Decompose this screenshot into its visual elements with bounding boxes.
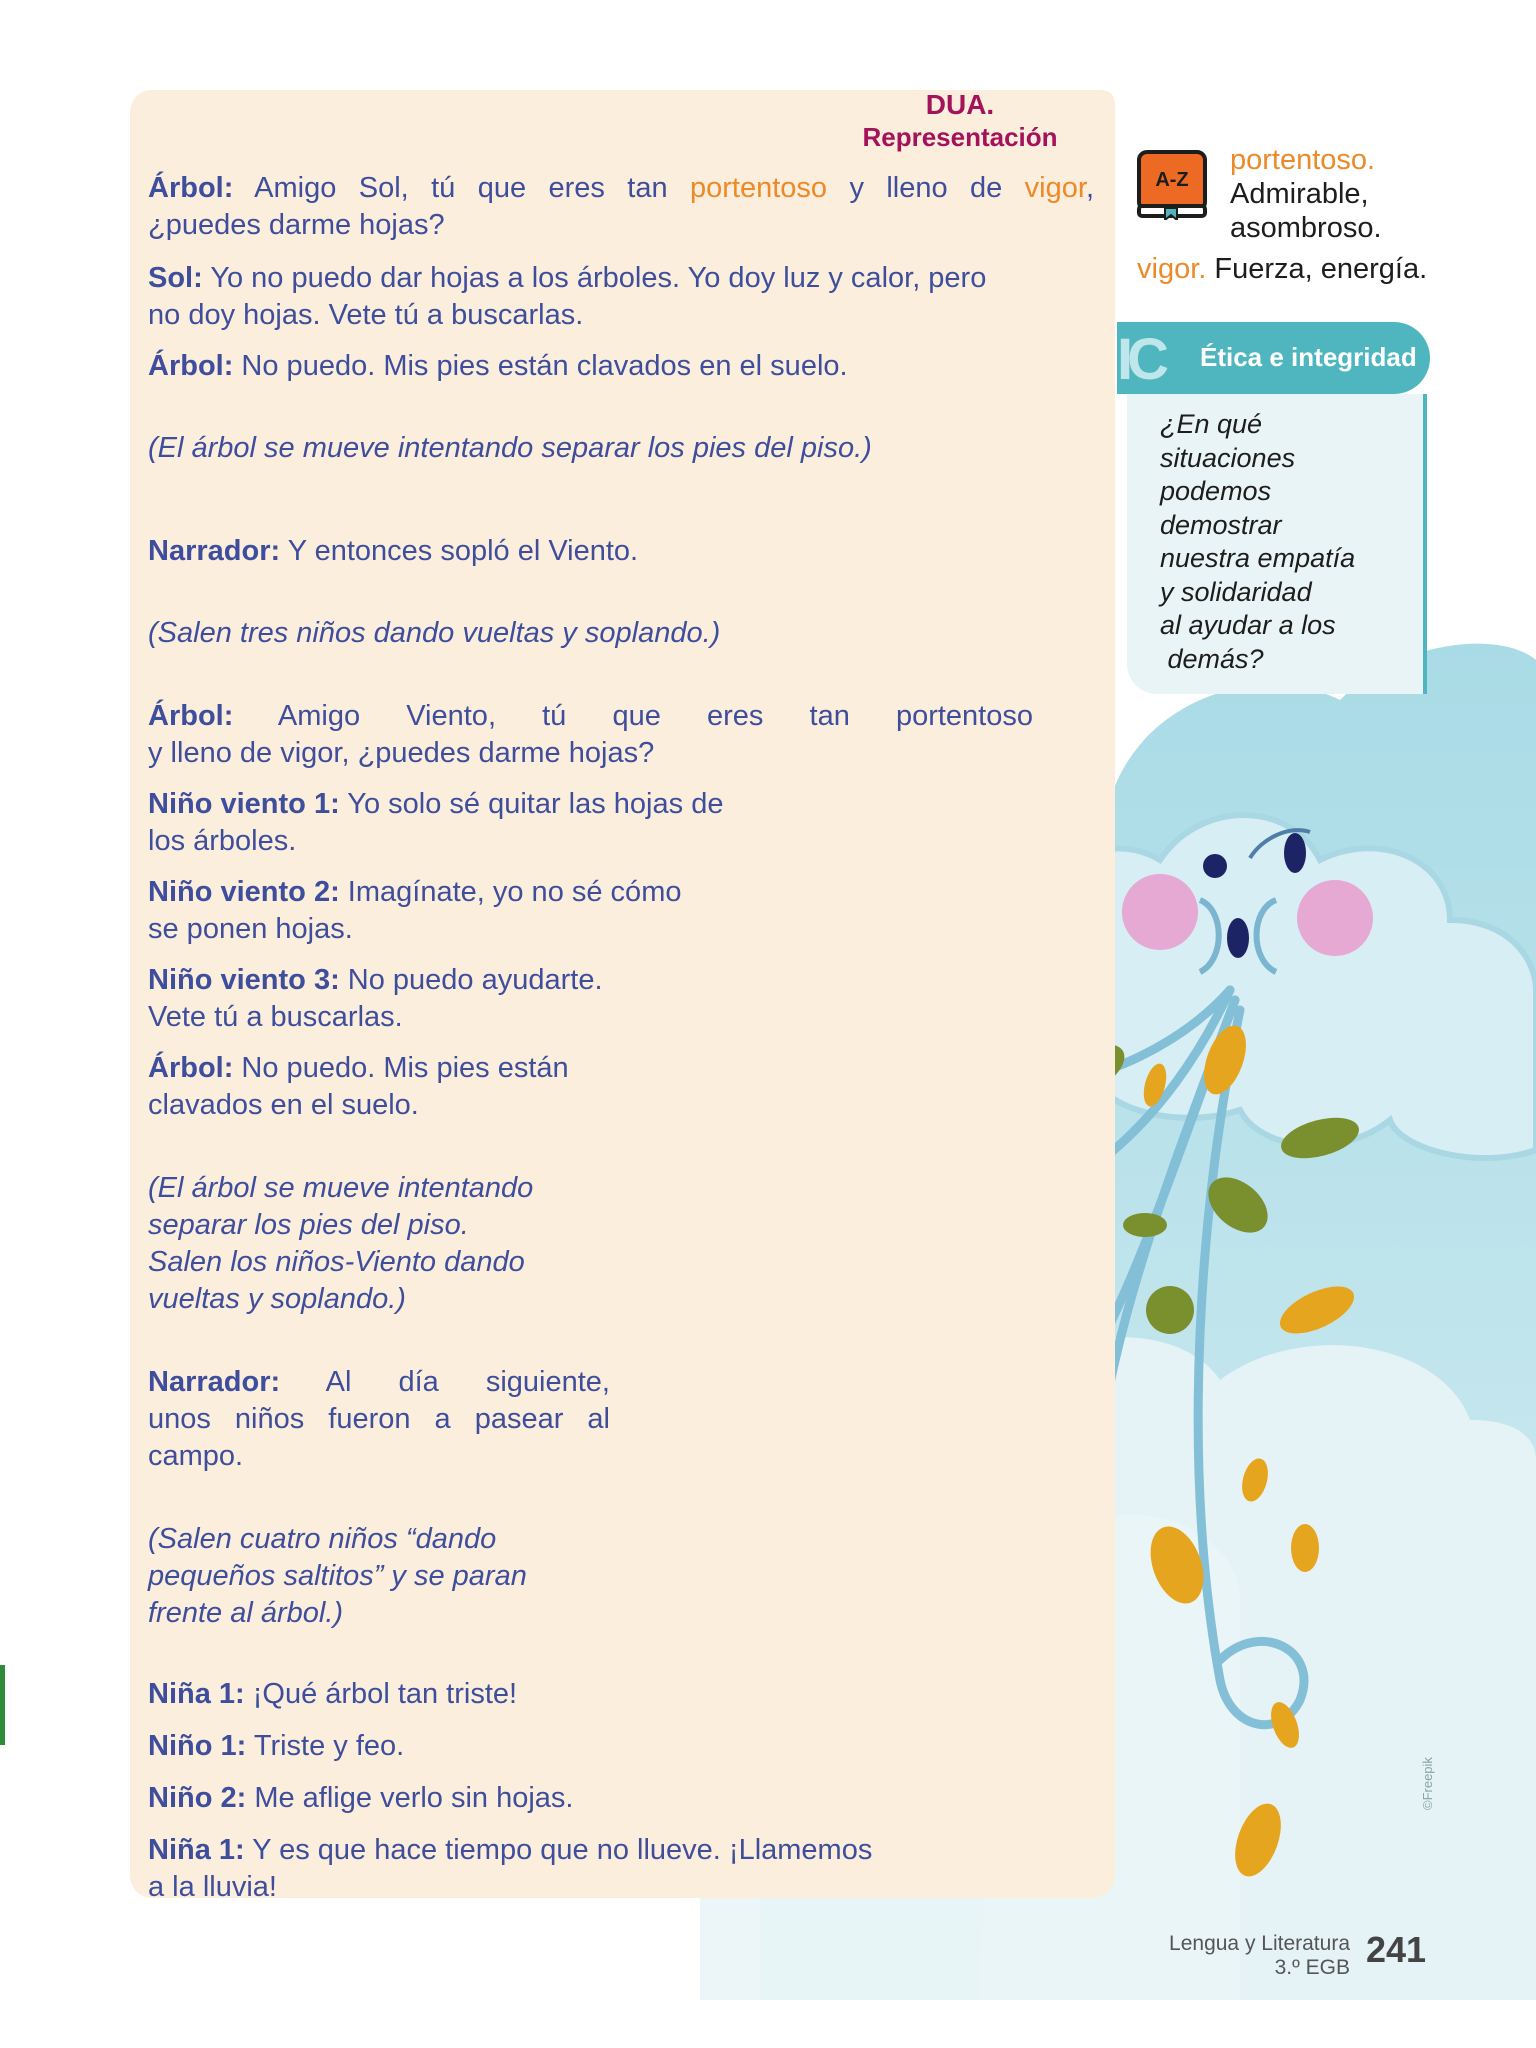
ethics-question-line: y solidaridad	[1160, 576, 1312, 607]
dialogue-line	[148, 260, 986, 297]
line-text: Yo no puedo dar hojas a los árboles. Yo doy luz y calor, pero	[202, 262, 987, 294]
speaker: Niño viento 3:	[148, 964, 340, 996]
line-text: No puedo ayudarte.	[339, 964, 603, 996]
glossary-definition: Admirable,	[1230, 178, 1369, 210]
glossary-definition: asombroso.	[1230, 212, 1382, 244]
dictionary-icon	[1137, 150, 1207, 220]
stage-direction: frente al árbol.)	[148, 1597, 344, 1629]
speaker: Niño viento 1:	[148, 788, 340, 820]
dialogue-line	[148, 1364, 610, 1401]
dialogue-line-cont: ¿puedes darme hojas?	[148, 209, 445, 241]
line-text: Y entonces sopló el Viento.	[280, 535, 639, 567]
stage-direction: (El árbol se mueve intentando separar los pies del piso.)	[148, 432, 872, 464]
speaker: Niña 1:	[148, 1834, 245, 1866]
dialogue-line	[148, 962, 603, 999]
ethics-question-line: nuestra empatía	[1160, 543, 1356, 573]
dialogue-line-cont: se ponen hojas.	[148, 913, 353, 945]
dictionary-icon-label: A-Z	[1155, 169, 1189, 191]
glossary-word	[1137, 252, 1427, 286]
line-text: ,	[1085, 172, 1094, 204]
dialogue-line	[148, 1728, 404, 1765]
stage-direction: separar los pies del piso.	[148, 1209, 469, 1241]
grade-level: 3.º EGB	[1274, 1956, 1350, 1979]
line-text: Al día siguiente,	[280, 1366, 610, 1398]
dua-label	[850, 88, 1070, 152]
ethics-question-line: demás?	[1160, 643, 1264, 674]
dialogue-line	[148, 874, 681, 911]
speaker: Niño viento 2:	[148, 876, 340, 908]
dialogue-line-cont: campo.	[148, 1440, 244, 1472]
dialogue-line-cont: los árboles.	[148, 825, 297, 857]
speaker: Árbol:	[148, 350, 234, 382]
line-text: Imagínate, yo no sé cómo	[339, 876, 682, 908]
stage-direction: vueltas y soplando.)	[148, 1283, 406, 1315]
dua-subtitle: Representación	[862, 122, 1058, 152]
dialogue-line	[148, 170, 1094, 207]
ethics-question-line: ¿En qué	[1160, 409, 1263, 439]
speaker: Sol:	[148, 262, 203, 294]
dialogue-line-cont: unos niños fueron a pasear al	[148, 1403, 610, 1435]
line-text: Amigo Sol, tú que eres tan	[233, 172, 691, 204]
speaker: Narrador:	[148, 535, 281, 567]
ethics-question-line: al ayudar a los	[1160, 610, 1336, 640]
ethics-title: Ética e integridad	[1200, 342, 1417, 372]
dialogue-line	[148, 348, 848, 385]
speaker: Árbol:	[148, 1052, 234, 1084]
glossary-term: vigor.	[1137, 253, 1207, 285]
glossary-term: portentoso.	[1230, 144, 1376, 176]
line-text: Triste y feo.	[246, 1730, 405, 1762]
dialogue-line-cont: y lleno de vigor, ¿puedes darme hojas?	[148, 737, 655, 769]
stage-direction: (El árbol se mueve intentando	[148, 1172, 534, 1204]
edge-mark	[0, 1665, 5, 1745]
page-number: 241	[1366, 1929, 1427, 1970]
ethics-question-line: podemos	[1160, 476, 1272, 506]
stage-direction: (Salen cuatro niños “dando	[148, 1523, 497, 1555]
highlight-word: vigor	[1024, 172, 1086, 204]
ethics-question-line: demostrar	[1160, 509, 1282, 540]
stage-direction: pequeños saltitos” y se paran	[148, 1560, 527, 1592]
dialogue-line	[148, 1676, 517, 1713]
speaker: Árbol:	[148, 172, 234, 204]
ic-badge: IC	[1117, 327, 1163, 392]
dialogue-line-cont: Vete tú a buscarlas.	[148, 1001, 403, 1033]
speaker: Árbol:	[148, 700, 234, 732]
speaker: Niño 2:	[148, 1782, 247, 1814]
dialogue-line	[148, 786, 723, 823]
dialogue-line-cont: clavados en el suelo.	[148, 1089, 419, 1121]
stage-direction: Salen los niños-Viento dando	[148, 1246, 525, 1278]
line-text: No puedo. Mis pies están	[233, 1052, 569, 1084]
ethics-question-line: situaciones	[1160, 442, 1296, 473]
speaker: Niña 1:	[148, 1678, 245, 1710]
glossary-word	[1230, 143, 1375, 177]
image-credit: ©Freepik	[1420, 1757, 1435, 1810]
glossary-definition: Fuerza, energía.	[1206, 253, 1428, 285]
line-text: No puedo. Mis pies están clavados en el suelo.	[233, 350, 848, 382]
subject-name: Lengua y Literatura	[1169, 1932, 1350, 1955]
dialogue-line	[148, 533, 638, 570]
ethics-question	[1160, 408, 1410, 676]
dialogue-line-cont: no doy hojas. Vete tú a buscarlas.	[148, 299, 584, 331]
line-text: Amigo Viento, tú que eres tan portentoso	[233, 700, 1033, 732]
dialogue-line-cont: a la lluvia!	[148, 1871, 277, 1903]
dialogue-line	[148, 698, 1033, 735]
footer-subject	[1100, 1932, 1350, 1980]
line-text: Y es que hace tiempo que no llueve. ¡Llamemos	[244, 1834, 873, 1866]
line-text: ¡Qué árbol tan triste!	[244, 1678, 518, 1710]
stage-direction: (Salen tres niños dando vueltas y soplando.)	[148, 617, 721, 649]
dialogue-line	[148, 1832, 872, 1869]
speaker: Niño 1:	[148, 1730, 247, 1762]
highlight-word: portentoso	[690, 172, 828, 204]
line-text: y lleno de	[827, 172, 1025, 204]
speaker: Narrador:	[148, 1366, 281, 1398]
line-text: Me aflige verlo sin hojas.	[246, 1782, 574, 1814]
dialogue-line	[148, 1780, 574, 1817]
line-text: Yo solo sé quitar las hojas de	[339, 788, 724, 820]
dialogue-line	[148, 1050, 569, 1087]
dua-title: DUA.	[925, 89, 995, 120]
